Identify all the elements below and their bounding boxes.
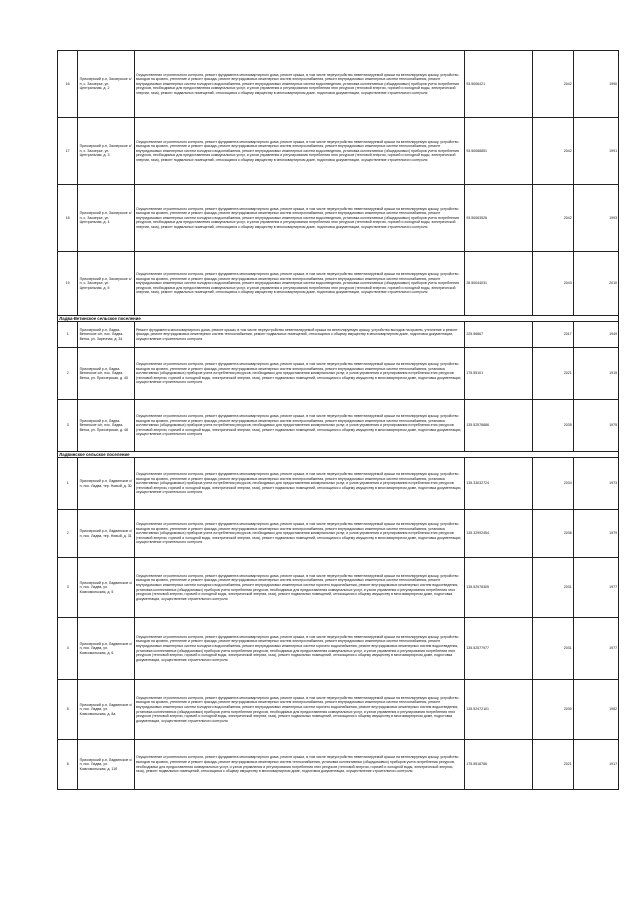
planned-year-cell: 2038 <box>532 510 573 558</box>
table-row <box>58 348 619 400</box>
cost-cell: 93.5006421 <box>465 51 532 118</box>
works-description-cell: Осуществление строительного контроля, ремонт фундамента многоквартирного дома, ремонт крыши, в том числе переустройство невентилируемой крыши на вентилируемую крышу, устройство выходов на кровлю, утепление и ремонт фасада, ремонт внутридомовых инженерных систем электроснабжения, ремонт внутридомовых инженерных систем теплоснабжения, ремонт внутридомовых инженерных систем холодного водоснабжения, ремонт внутридомовых инженерных систем водоотведения, установка коллективных (общедомовых) приборов учета потребления ресурсов, необходимых для предоставления коммунальных услуг, и узлов управления и регулирования потребления этих ресурсов (тепловой энергии, горячей и холодной воды, электрической энергии, газа), ремонт подвальных помещений, относящихся к общему имуществу в многоквартирном доме, подготовка документации, осуществление строительного контроля <box>134 185 464 252</box>
row-number: 1 <box>58 322 78 348</box>
table-row <box>58 740 619 790</box>
section-title: Ладва-Ветинское сельское поселение <box>58 316 619 322</box>
cost-cell: 135.33032724 <box>465 458 532 510</box>
planned-year-cell: 2042 <box>532 118 573 185</box>
cost-cell: 135.52578686 <box>465 400 532 452</box>
works-description-cell: Осуществление строительного контроля, ремонт фундамента многоквартирного дома, ремонт крыши, в том числе переустройство невентилируемой крыши на вентилируемую крышу, устройство выходов на кровлю, утепление и ремонт фасада, ремонт внутридомовых инженерных систем электроснабжения, ремонт внутридомовых инженерных систем теплоснабжения, ремонт внутридомовых инженерных систем холодного водоснабжения, ремонт внутридомовых инженерных систем водоотведения, установка коллективных (общедомовых) приборов учета потребления ресурсов, необходимых для предоставления коммунальных услуг, и узлов управления и регулирования потребления этих ресурсов (тепловой энергии, горячей и холодной воды, электрической энергии, газа), ремонт подвальных помещений, относящихся к общему имуществу в многоквартирном доме, подготовка документации, осуществление строительного контроля <box>134 51 464 118</box>
construction-year-cell: 1979 <box>573 510 618 558</box>
registry-table-body <box>58 51 619 790</box>
table-row <box>58 252 619 316</box>
address-cell: Приозерский р-н, Ладва-Ветинское с/п, пос. Ладва-Ветка, ул. Заречная, д. 34 <box>78 322 134 348</box>
construction-year-cell: 1982 <box>573 680 618 740</box>
row-number: 19 <box>58 252 78 316</box>
cost-cell: 28.50044031 <box>465 252 532 316</box>
construction-year-cell: 2010 <box>573 252 618 316</box>
address-cell: Приозерский р-н, Ладвинское с/п, пос. Ладва, ул. Комсомольская, д. 6 <box>78 618 134 680</box>
works-description-cell: Ремонт фундамента многоквартирного дома, ремонт крыши, в том числе переустройство невентилируемой крыши на вентилируемую крышу, устройство выходов на кровлю, утепление и ремонт фасада, ремонт внутридомовых инженерных систем теплоснабжения, ремонт подвальных помещений, относящихся к общему имуществу в многоквартирном доме, подготовка документации, осуществление строительного контроля <box>134 322 464 348</box>
construction-year-cell: 1977 <box>573 558 618 618</box>
address-cell: Приозерский р-н, Ладвинское с/п, пос. Ладва, ул. Комсомольская, д. 5 <box>78 558 134 618</box>
cost-cell: 175.5518766 <box>465 740 532 790</box>
table-row <box>58 510 619 558</box>
planned-year-cell: 2021 <box>532 348 573 400</box>
address-cell: Приозерский р-н, Заозерское с/п, с. Заозерье, ул. Центральная, д. 2 <box>78 51 134 118</box>
cost-cell: 135.52577977 <box>465 618 532 680</box>
cost-cell: 93.50063526 <box>465 185 532 252</box>
construction-year-cell: 1993 <box>573 185 618 252</box>
works-description-cell: Осуществление строительного контроля, ремонт фундамента многоквартирного дома, ремонт крыши, в том числе переустройство невентилируемой крыши на вентилируемую крышу, устройство выходов на кровлю, утепление и ремонт фасада, ремонт внутридомовых инженерных систем электроснабжения, ремонт внутридомовых инженерных систем теплоснабжения, ремонт внутридомовых инженерных систем холодного водоснабжения, ремонт внутридомовых инженерных систем водоотведения, установка коллективных (общедомовых) приборов учета потребления ресурсов, необходимых для предоставления коммунальных услуг, и узлов управления и регулирования потребления этих ресурсов (тепловой энергии, горячей и холодной воды, электрической энергии, газа), ремонт подвальных помещений, относящихся к общему имуществу в многоквартирном доме, подготовка документации, осуществление строительного контроля <box>134 252 464 316</box>
construction-year-cell: 1977 <box>573 618 618 680</box>
table-row <box>58 51 619 118</box>
works-description-cell: Осуществление строительного контроля, ремонт фундамента многоквартирного дома, ремонт крыши, в том числе переустройство невентилируемой крыши на вентилируемую крышу, устройство выходов на кровлю, утепление и ремонт фасада, ремонт внутридомовых инженерных систем электроснабжения, ремонт внутридомовых инженерных систем теплоснабжения, установка коллективных (общедомовых) приборов учета потребления ресурсов, необходимых для предоставления коммунальных услуг, и узлов управления и регулирования потребления этих ресурсов (тепловой энергии, горячей и холодной воды, электрической энергии, газа), ремонт подвальных помещений, относящихся к общему имуществу в многоквартирном доме, подготовка документации, осуществление строительного контроля <box>134 510 464 558</box>
cost-cell: 225.56867 <box>465 322 532 348</box>
planned-year-cell: 2017 <box>532 322 573 348</box>
works-description-cell: Осуществление строительного контроля, ремонт фундамента многоквартирного дома, ремонт крыши, в том числе переустройство невентилируемой крыши на вентилируемую крышу, устройство выходов на кровлю, утепление и ремонт фасада, ремонт внутридомовых инженерных систем электроснабжения, ремонт внутридомовых инженерных систем теплоснабжения, установка коллективных (общедомовых) приборов учета потребления ресурсов, необходимых для предоставления коммунальных услуг, и узлов управления и регулирования потребления этих ресурсов (тепловой энергии, горячей и холодной воды, электрической энергии, газа), ремонт подвальных помещений, относящихся к общему имуществу в многоквартирном доме, подготовка документации, осуществление строительного контроля <box>134 458 464 510</box>
cost-cell: 135.32992454 <box>465 510 532 558</box>
table-row <box>58 558 619 618</box>
address-cell: Приозерский р-н, Ладвинское с/п, пос. Ладва, тер. Новый, д. 30 <box>78 458 134 510</box>
row-number: 5 <box>58 680 78 740</box>
planned-year-cell: 2031 <box>532 558 573 618</box>
table-row <box>58 185 619 252</box>
works-description-cell: Осуществление строительного контроля, ремонт фундамента многоквартирного дома, ремонт крыши, в том числе переустройство невентилируемой крыши на вентилируемую крышу, устройство выходов на кровлю, утепление и ремонт фасада, ремонт внутридомовых инженерных систем электроснабжения, ремонт внутридомовых инженерных систем теплоснабжения, установка коллективных (общедомовых) приборов учета потребления ресурсов, необходимых для предоставления коммунальных услуг, и узлов управления и регулирования потребления этих ресурсов (тепловой энергии, горячей и холодной воды, электрической энергии, газа), ремонт подвальных помещений, относящихся к общему имуществу в многоквартирном доме, подготовка документации, осуществление строительного контроля <box>134 348 464 400</box>
planned-year-cell: 2042 <box>532 51 573 118</box>
construction-year-cell: 1973 <box>573 458 618 510</box>
table-row <box>58 322 619 348</box>
construction-year-cell: 1915 <box>573 348 618 400</box>
planned-year-cell: 2030 <box>532 680 573 740</box>
planned-year-cell: 2034 <box>532 458 573 510</box>
construction-year-cell: 1917 <box>573 740 618 790</box>
row-number: 17 <box>58 118 78 185</box>
works-description-cell: Осуществление строительного контроля, ремонт фундамента многоквартирного дома, ремонт крыши, в том числе переустройство невентилируемой крыши на вентилируемую крышу, устройство выходов на кровлю, утепление и ремонт фасада, ремонт внутридомовых инженерных систем теплоснабжения, установка коллективных (общедомовых) приборов учета потребления ресурсов, необходимых для предоставления коммунальных услуг, и узлов управления и регулирования потребления этих ресурсов (тепловой энергии, горячей и холодной воды, электрической энергии, газа), ремонт подвальных помещений, относящихся к общему имуществу в многоквартирном доме, подготовка документации, осуществление строительного контроля <box>134 740 464 790</box>
table-row <box>58 458 619 510</box>
planned-year-cell: 2043 <box>532 252 573 316</box>
address-cell: Приозерский р-н, Заозерское с/п, с. Заозерье, ул. Центральная, д. 5 <box>78 252 134 316</box>
row-number: 18 <box>58 185 78 252</box>
cost-cell: 135.52472101 <box>465 680 532 740</box>
works-description-cell: Осуществление строительного контроля, ремонт фундамента многоквартирного дома, ремонт крыши, в том числе переустройство невентилируемой крыши на вентилируемую крышу, устройство выходов на кровлю, утепление и ремонт фасада, ремонт внутридомовых инженерных систем электроснабжения, ремонт внутридомовых инженерных систем теплоснабжения, ремонт внутридомовых инженерных систем холодного водоснабжения, ремонт внутридомовых инженерных систем горячего водоснабжения, ремонт внутридомовых инженерных систем водоотведения, установка коллективных (общедомовых) приборов учета потребления ресурсов, необходимых для предоставления коммунальных услуг, и узлов управления и регулирования потребления этих ресурсов (тепловой энергии, горячей и холодной воды, электрической энергии, газа), ремонт подвальных помещений, относящихся к общему имуществу в многоквартирном доме, подготовка документации, осуществление строительного контроля <box>134 558 464 618</box>
table-row <box>58 118 619 185</box>
table-row <box>58 680 619 740</box>
row-number: 16 <box>58 51 78 118</box>
row-number: 6 <box>58 740 78 790</box>
cost-cell: 135.52578305 <box>465 558 532 618</box>
row-number: 4 <box>58 618 78 680</box>
cost-cell: 175.55101 <box>465 348 532 400</box>
address-cell: Приозерский р-н, Ладва-Ветинское с/п, пос. Ладва-Ветка, ул. Приозерская, д. 40 <box>78 348 134 400</box>
address-cell: Приозерский р-н, Ладвинское с/п, пос. Ладва, тер. Новый, д. 31 <box>78 510 134 558</box>
construction-year-cell: 1990 <box>573 51 618 118</box>
construction-year-cell: 1949 <box>573 322 618 348</box>
row-number: 3 <box>58 558 78 618</box>
works-description-cell: Осуществление строительного контроля, ремонт фундамента многоквартирного дома, ремонт крыши, в том числе переустройство невентилируемой крыши на вентилируемую крышу, устройство выходов на кровлю, утепление и ремонт фасада, ремонт внутридомовых инженерных систем электроснабжения, ремонт внутридомовых инженерных систем теплоснабжения, ремонт внутридомовых инженерных систем холодного водоснабжения, ремонт внутридомовых инженерных систем горячего водоснабжения, ремонт внутридомовых инженерных систем водоотведения, установка коллективных (общедомовых) приборов учета потребления ресурсов, необходимых для предоставления коммунальных услуг, и узлов управления и регулирования потребления этих ресурсов (тепловой энергии, горячей и холодной воды, электрической энергии, газа), ремонт подвальных помещений, относящихся к общему имуществу в многоквартирном доме, подготовка документации, осуществление строительного контроля <box>134 680 464 740</box>
address-cell: Приозерский р-н, Ладвинское с/п, пос. Ладва, ул. Комсомольская, д. 8а <box>78 680 134 740</box>
cost-cell: 93.50068851 <box>465 118 532 185</box>
works-description-cell: Осуществление строительного контроля, ремонт фундамента многоквартирного дома, ремонт крыши, в том числе переустройство невентилируемой крыши на вентилируемую крышу, устройство выходов на кровлю, утепление и ремонт фасада, ремонт внутридомовых инженерных систем электроснабжения, ремонт внутридомовых инженерных систем теплоснабжения, ремонт внутридомовых инженерных систем холодного водоснабжения, ремонт внутридомовых инженерных систем водоотведения, установка коллективных (общедомовых) приборов учета потребления ресурсов, необходимых для предоставления коммунальных услуг, и узлов управления и регулирования потребления этих ресурсов (тепловой энергии, горячей и холодной воды, электрической энергии, газа), ремонт подвальных помещений, относящихся к общему имуществу в многоквартирном доме, подготовка документации, осуществление строительного контроля <box>134 118 464 185</box>
planned-year-cell: 2021 <box>532 740 573 790</box>
address-cell: Приозерский р-н, Заозерское с/п, с. Заозерье, ул. Центральная, д. 4 <box>78 185 134 252</box>
works-description-cell: Осуществление строительного контроля, ремонт фундамента многоквартирного дома, ремонт крыши, в том числе переустройство невентилируемой крыши на вентилируемую крышу, устройство выходов на кровлю, утепление и ремонт фасада, ремонт внутридомовых инженерных систем электроснабжения, ремонт внутридомовых инженерных систем теплоснабжения, установка коллективных (общедомовых) приборов учета потребления ресурсов, необходимых для предоставления коммунальных услуг, и узлов управления и регулирования потребления этих ресурсов (тепловой энергии, горячей и холодной воды, электрической энергии, газа), ремонт подвальных помещений, относящихся к общему имуществу в многоквартирном доме, подготовка документации, осуществление строительного контроля <box>134 400 464 452</box>
construction-year-cell: 1991 <box>573 118 618 185</box>
construction-year-cell: 1975 <box>573 400 618 452</box>
row-number: 1 <box>58 458 78 510</box>
planned-year-cell: 2042 <box>532 185 573 252</box>
address-cell: Приозерский р-н, Ладва-Ветинское с/п, пос. Ладва-Ветка, ул. Приозерская, д. 48 <box>78 400 134 452</box>
capital-repair-registry-table <box>57 50 619 790</box>
address-cell: Приозерский р-н, Заозерское с/п, с. Заозерье, ул. Центральная, д. 3 <box>78 118 134 185</box>
planned-year-cell: 2031 <box>532 618 573 680</box>
section-title: Ладвинское сельское поселение <box>58 452 619 458</box>
row-number: 3 <box>58 400 78 452</box>
planned-year-cell: 2035 <box>532 400 573 452</box>
row-number: 2 <box>58 510 78 558</box>
address-cell: Приозерский р-н, Ладвинское с/п, пос. Ладва, ул. Комсомольская, д. 11б <box>78 740 134 790</box>
row-number: 2 <box>58 348 78 400</box>
table-row <box>58 618 619 680</box>
table-row <box>58 400 619 452</box>
works-description-cell: Осуществление строительного контроля, ремонт фундамента многоквартирного дома, ремонт крыши, в том числе переустройство невентилируемой крыши на вентилируемую крышу, устройство выходов на кровлю, утепление и ремонт фасада, ремонт внутридомовых инженерных систем электроснабжения, ремонт внутридомовых инженерных систем теплоснабжения, ремонт внутридомовых инженерных систем холодного водоснабжения, ремонт внутридомовых инженерных систем горячего водоснабжения, ремонт внутридомовых инженерных систем водоотведения, установка коллективных (общедомовых) приборов учета потребления ресурсов, необходимых для предоставления коммунальных услуг, и узлов управления и регулирования потребления этих ресурсов (тепловой энергии, горячей и холодной воды, электрической энергии, газа), ремонт подвальных помещений, относящихся к общему имуществу в многоквартирном доме, подготовка документации, осуществление строительного контроля <box>134 618 464 680</box>
